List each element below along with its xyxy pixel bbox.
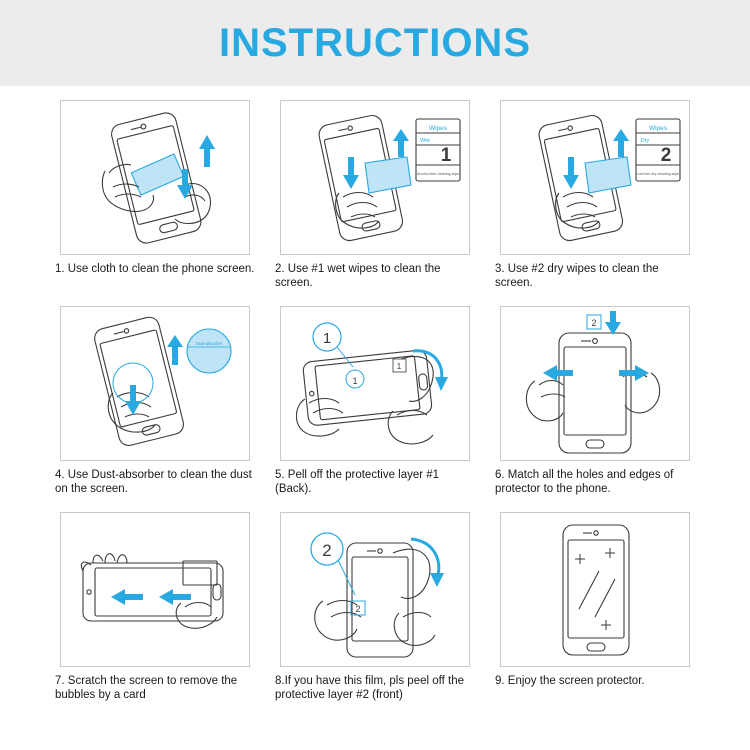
step-7 xyxy=(45,512,265,718)
step-2-label-subtitle: Alcohol-free cleaning wipe xyxy=(417,172,459,176)
step-5-caption: 5. Pell off the protective layer #1 (Back). xyxy=(275,469,440,495)
step-8-label-two-a: 2 xyxy=(322,541,332,560)
step-2-label-wipes: Wipes xyxy=(428,125,448,132)
step-6-label-two: 2 xyxy=(591,318,597,328)
wet-wipe-packet-and-phone-icon xyxy=(281,101,469,254)
step-2-caption: 2. Use #1 wet wipes to clean the screen. xyxy=(275,263,441,289)
step-3-label-number: 2 xyxy=(660,145,672,166)
step-8-label-two-b: 2 xyxy=(355,604,361,614)
step-9-illustration xyxy=(500,512,690,667)
step-5-label-one-c: 1 xyxy=(396,362,402,371)
step-6 xyxy=(485,306,705,512)
step-5-label-one-b: 1 xyxy=(352,376,358,386)
step-8 xyxy=(265,512,485,718)
header-bar xyxy=(0,0,750,86)
aligning-protector-to-phone-icon xyxy=(501,307,689,460)
step-6-illustration xyxy=(500,306,690,461)
step-6-caption: 6. Match all the holes and edges of protector to the phone. xyxy=(495,469,674,495)
step-4-illustration xyxy=(60,306,250,461)
step-3-label-dry: Dry xyxy=(640,138,650,144)
step-2-label-wet: Wet xyxy=(420,138,430,144)
step-1-illustration xyxy=(60,100,250,255)
step-5-label-one-a: 1 xyxy=(322,330,332,347)
step-9 xyxy=(485,512,705,718)
dust-absorber-sticker-and-phone-icon xyxy=(61,307,249,460)
step-8-illustration xyxy=(280,512,470,667)
step-5 xyxy=(265,306,485,512)
dry-wipe-packet-and-phone-icon xyxy=(501,101,689,254)
step-9-caption: 9. Enjoy the screen protector. xyxy=(495,675,645,687)
step-3-label-subtitle: Lint-free dry cleaning wipe xyxy=(637,172,679,176)
step-1-caption: 1. Use cloth to clean the phone screen. xyxy=(55,263,255,275)
step-4 xyxy=(45,306,265,512)
step-3-illustration xyxy=(500,100,690,255)
step-7-illustration xyxy=(60,512,250,667)
peeling-back-protective-layer-one-icon xyxy=(281,307,469,460)
step-5-illustration xyxy=(280,306,470,461)
step-8-caption: 8.If you have this film, pls peel off the protective layer #2 (front) xyxy=(275,675,465,701)
step-1 xyxy=(45,100,265,306)
step-4-caption: 4. Use Dust-absorber to clean the dust on the screen. xyxy=(55,469,252,495)
step-3 xyxy=(485,100,705,306)
step-4-label-dust-absorber: Dust-absorber xyxy=(195,341,223,346)
step-3-label-wipes: Wipes xyxy=(648,125,668,132)
step-2-illustration xyxy=(280,100,470,255)
step-7-caption: 7. Scratch the screen to remove the bubbles by a card xyxy=(55,675,238,701)
steps-grid xyxy=(45,100,705,720)
step-2 xyxy=(265,100,485,306)
step-2-label-number: 1 xyxy=(440,145,452,166)
hand-wiping-phone-with-cloth-icon xyxy=(61,101,249,254)
step-3-caption: 3. Use #2 dry wipes to clean the screen. xyxy=(495,263,659,289)
page-title: INSTRUCTIONS xyxy=(219,20,531,65)
card-scraping-bubbles-icon xyxy=(61,513,249,666)
finished-phone-with-protector-icon xyxy=(501,513,689,666)
peeling-front-protective-layer-two-icon xyxy=(281,513,469,666)
